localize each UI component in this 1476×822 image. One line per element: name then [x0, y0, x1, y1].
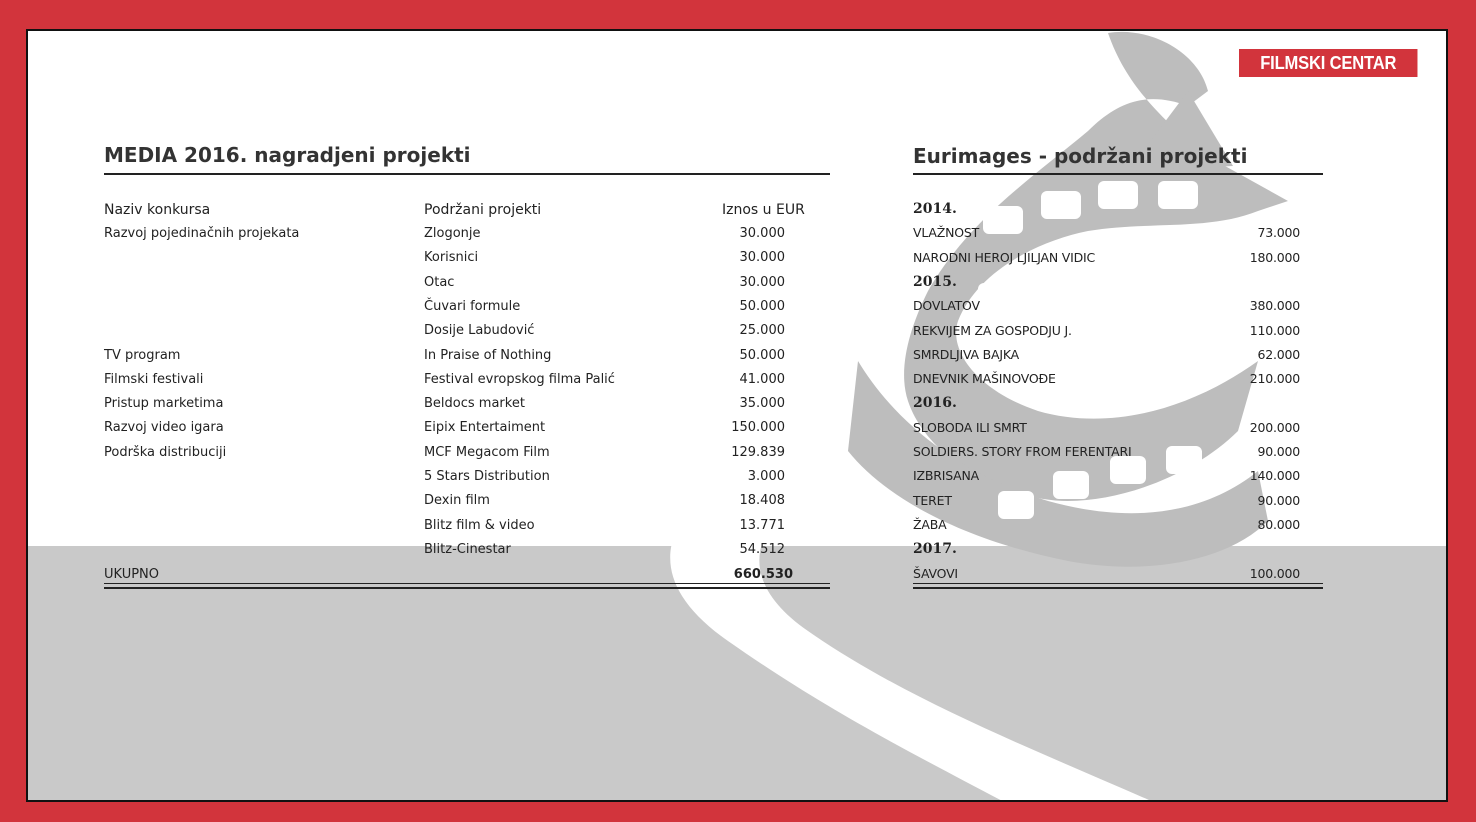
amount-cell: 25.000: [739, 323, 785, 339]
media-title: MEDIA 2016. nagradjeni projekti: [104, 143, 471, 167]
film-title: VLAŽNOST: [913, 225, 980, 241]
film-title: REKVIJEM ZA GOSPODJU J.: [913, 322, 1072, 338]
total-rule-top: [104, 583, 830, 584]
amount-cell: 13.771: [739, 517, 785, 533]
competition-cell: Podrška distribuciji: [104, 444, 227, 460]
amount-cell: 30.000: [739, 250, 785, 266]
project-cell: MCF Megacom Film: [424, 444, 550, 460]
amount-cell: 35.000: [739, 396, 785, 412]
amount-cell: 41.000: [739, 371, 785, 387]
total-value: 660.530: [733, 567, 793, 582]
film-amount: 100.000: [1249, 565, 1300, 581]
film-title: TERET: [913, 492, 952, 508]
competition-cell: Razvoj video igara: [104, 420, 224, 436]
project-cell: In Praise of Nothing: [424, 347, 552, 363]
amount-cell: 3.000: [747, 469, 785, 484]
year-heading: 2014.: [913, 201, 957, 217]
project-cell: Eipix Entertaiment: [424, 420, 546, 436]
amount-cell: 30.000: [739, 274, 785, 290]
media-title-rule: [104, 173, 830, 175]
film-title: SMRDLJIVA BAJKA: [913, 346, 1019, 362]
year-heading: 2015.: [913, 273, 957, 290]
film-amount: 140.000: [1249, 468, 1300, 484]
amount-cell: 50.000: [739, 347, 785, 363]
header-amount: Iznos u EUR: [722, 202, 805, 218]
eu-rule-bottom: [913, 587, 1323, 589]
film-amount: 62.000: [1257, 346, 1300, 362]
project-cell: Otac: [424, 274, 455, 290]
film-amount: 110.000: [1249, 322, 1300, 338]
competition-cell: Pristup marketima: [104, 396, 224, 412]
eu-rule-top: [913, 583, 1323, 584]
project-cell: Blitz film & video: [424, 517, 535, 533]
total-label: UKUPNO: [104, 567, 160, 582]
film-amount: 380.000: [1249, 298, 1300, 314]
amount-cell: 129.839: [731, 444, 785, 460]
film-amount: 80.000: [1257, 516, 1300, 532]
film-amount: 180.000: [1249, 249, 1300, 265]
film-title: SOLDIERS. STORY FROM FERENTARI: [913, 444, 1132, 459]
film-amount: 90.000: [1257, 492, 1300, 508]
film-amount: 210.000: [1249, 371, 1300, 387]
project-cell: Korisnici: [424, 250, 479, 266]
film-title: ŽABA: [913, 516, 947, 532]
film-amount: 90.000: [1257, 444, 1300, 459]
film-title: DOVLATOV: [913, 298, 980, 314]
total-rule-bottom: [104, 587, 830, 589]
slide: [26, 29, 1448, 802]
film-title: SLOBODA ILI SMRT: [913, 419, 1027, 435]
competition-cell: Filmski festivali: [104, 371, 204, 387]
project-cell: Dosije Labudović: [424, 323, 535, 339]
amount-cell: 18.408: [739, 493, 785, 509]
film-title: DNEVNIK MAŠINOVOĐE: [913, 371, 1056, 387]
film-title: ŠAVOVI: [913, 565, 958, 581]
year-heading: 2016.: [913, 395, 957, 412]
eurimages-title: Eurimages - podržani projekti: [913, 144, 1248, 168]
year-heading: 2017.: [913, 541, 957, 558]
film-amount: 73.000: [1257, 225, 1300, 241]
brand-logo: FILMSKI CENTAR SRBIJE: [1239, 49, 1417, 77]
amount-cell: 54.512: [739, 541, 785, 557]
project-cell: Dexin film: [424, 493, 490, 509]
film-title: IZBRISANA: [913, 468, 980, 484]
film-title: NARODNI HEROJ LJILJAN VIDIC: [913, 249, 1096, 265]
project-cell: Čuvari formule: [424, 298, 521, 314]
amount-cell: 150.000: [731, 420, 785, 436]
project-cell: Zlogonje: [424, 226, 481, 241]
film-amount: 200.000: [1249, 419, 1300, 435]
header-competition: Naziv konkursa: [104, 202, 211, 218]
amount-cell: 50.000: [739, 298, 785, 314]
project-cell: Festival evropskog filma Palić: [424, 371, 615, 387]
competition-cell: TV program: [104, 347, 181, 363]
header-projects: Podržani projekti: [424, 202, 542, 218]
project-cell: Blitz-Cinestar: [424, 541, 511, 557]
eurimages-title-rule: [913, 173, 1323, 175]
competition-cell: Razvoj pojedinačnih projekata: [104, 226, 300, 241]
amount-cell: 30.000: [739, 226, 785, 241]
project-cell: 5 Stars Distribution: [424, 469, 550, 484]
project-cell: Beldocs market: [424, 396, 525, 412]
